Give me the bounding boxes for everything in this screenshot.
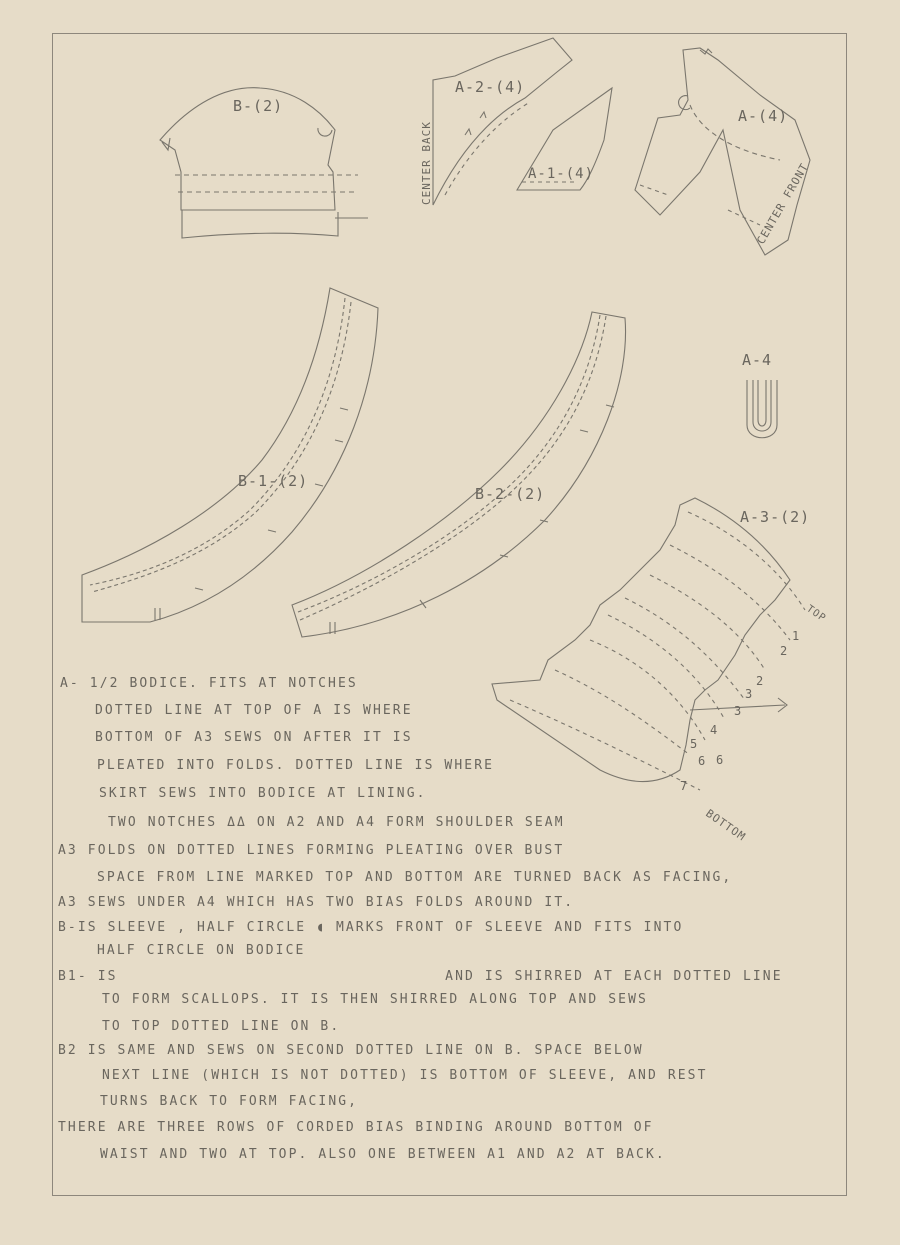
note-line: TO TOP DOTTED LINE ON B. [102, 1019, 341, 1034]
label-a2: A-2-(4) [455, 78, 526, 96]
line-number: 7 [680, 779, 689, 793]
line-number: 6 [698, 754, 707, 768]
note-line: DOTTED LINE AT TOP OF A IS WHERE [95, 703, 413, 718]
label-a4-small: A-4 [742, 351, 773, 369]
line-number: 5 [690, 737, 699, 751]
note-line: B1- IS AND IS SHIRRED AT EACH DOTTED LINE [58, 969, 783, 984]
label-center-back: CENTER BACK [420, 121, 433, 205]
note-line: A3 FOLDS ON DOTTED LINES FORMING PLEATING OVER BUST [58, 843, 565, 858]
note-line: TO FORM SCALLOPS. IT IS THEN SHIRRED ALONG TOP AND SEWS [102, 992, 648, 1007]
note-line: NEXT LINE (WHICH IS NOT DOTTED) IS BOTTOM OF SLEEVE, AND REST [102, 1068, 708, 1083]
note-line: B-IS SLEEVE , HALF CIRCLE ◖ MARKS FRONT OF SLEEVE AND FITS INTO [58, 920, 684, 935]
line-number: 6 [716, 753, 725, 767]
label-a1: A-1-(4) [528, 166, 595, 182]
note-line: HALF CIRCLE ON BODICE [97, 943, 306, 958]
line-number: 3 [734, 704, 743, 718]
line-number: 3 [745, 687, 754, 701]
note-line: SKIRT SEWS INTO BODICE AT LINING. [99, 786, 427, 801]
note-line: TWO NOTCHES ΔΔ ON A2 AND A4 FORM SHOULDER SEAM [108, 815, 565, 830]
note-line: TURNS BACK TO FORM FACING, [100, 1094, 359, 1109]
label-b2-cap: B-(2) [233, 97, 284, 115]
note-line: A3 SEWS UNDER A4 WHICH HAS TWO BIAS FOLDS AROUND IT. [58, 895, 575, 910]
label-center-front: CENTER FRONT [754, 160, 812, 247]
note-line: BOTTOM OF A3 SEWS ON AFTER IT IS [95, 730, 413, 745]
note-line: SPACE FROM LINE MARKED TOP AND BOTTOM ARE TURNED BACK AS FACING, [97, 870, 733, 885]
line-number: 1 [792, 629, 801, 643]
line-number: 2 [756, 674, 765, 688]
note-line: THERE ARE THREE ROWS OF CORDED BIAS BINDING AROUND BOTTOM OF [58, 1120, 654, 1135]
note-line: A- 1/2 BODICE. FITS AT NOTCHES [60, 676, 358, 691]
label-top: TOP [804, 603, 828, 625]
line-number: 2 [780, 644, 789, 658]
label-b2-ruffle: B-2-(2) [475, 485, 546, 503]
note-line: B2 IS SAME AND SEWS ON SECOND DOTTED LINE ON B. SPACE BELOW [58, 1043, 644, 1058]
note-line: PLEATED INTO FOLDS. DOTTED LINE IS WHERE [97, 758, 495, 773]
note-line: WAIST AND TWO AT TOP. ALSO ONE BETWEEN A1 AND A2 AT BACK. [100, 1147, 666, 1162]
label-b1: B-1-(2) [238, 472, 309, 490]
line-number: 4 [710, 723, 719, 737]
label-bottom: BOTTOM [703, 806, 749, 844]
label-a3: A-3-(2) [740, 508, 811, 526]
label-a4-front: A-(4) [738, 107, 789, 125]
